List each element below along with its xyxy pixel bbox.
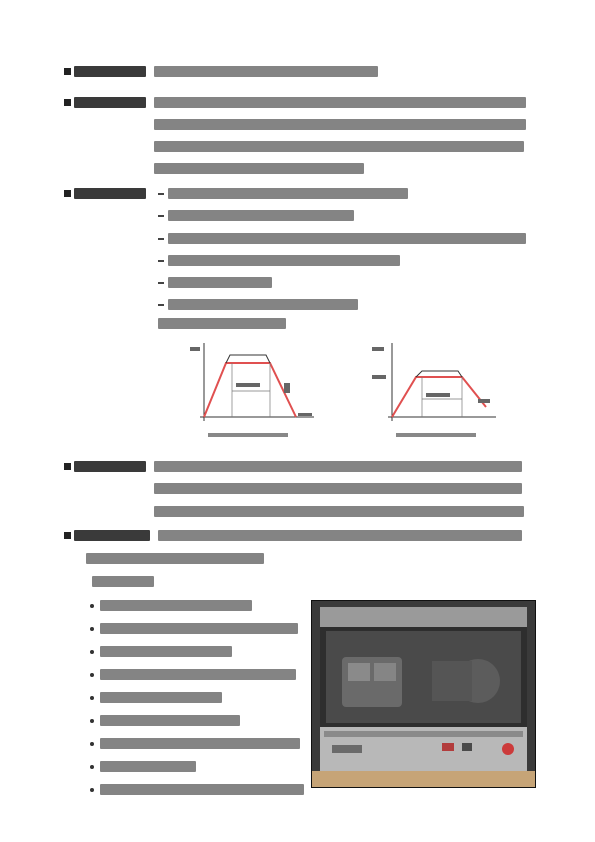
graph-caption — [396, 433, 476, 437]
list-item — [100, 692, 222, 703]
text-line — [168, 255, 400, 266]
list-item — [100, 600, 252, 611]
list-item — [100, 623, 298, 634]
text-line — [168, 233, 526, 244]
text-line — [92, 576, 154, 587]
section-2-text — [154, 97, 526, 108]
dash-bullet — [158, 282, 164, 284]
dash-bullet — [158, 215, 164, 217]
list-item — [100, 646, 232, 657]
text-line — [154, 141, 524, 152]
list-bullet — [90, 604, 94, 608]
text-line — [154, 506, 524, 517]
section-3-text — [168, 188, 408, 199]
list-item — [100, 669, 296, 680]
dash-bullet — [158, 304, 164, 306]
list-bullet — [90, 650, 94, 654]
text-line — [158, 318, 286, 329]
list-bullet — [90, 627, 94, 631]
section-4-text — [154, 461, 522, 472]
text-line — [154, 119, 526, 130]
list-bullet — [90, 696, 94, 700]
graph-caption — [208, 433, 288, 437]
list-bullet — [90, 742, 94, 746]
dash-bullet — [158, 260, 164, 262]
section-2-label — [74, 97, 146, 108]
curve-graph-right — [366, 337, 506, 447]
section-3-label — [74, 188, 146, 199]
list-bullet — [90, 719, 94, 723]
text-line — [168, 210, 354, 221]
list-item — [100, 784, 304, 795]
dash-bullet — [158, 238, 164, 240]
bullet-square — [64, 99, 71, 106]
section-5-label — [74, 530, 150, 541]
dash-bullet — [158, 193, 164, 195]
text-line — [168, 299, 358, 310]
list-item — [100, 761, 196, 772]
list-item — [100, 715, 240, 726]
section-4-label — [74, 461, 146, 472]
bullet-square — [64, 463, 71, 470]
list-bullet — [90, 788, 94, 792]
section-1-text — [154, 66, 378, 77]
text-line — [154, 483, 522, 494]
text-line — [86, 553, 264, 564]
bullet-square — [64, 190, 71, 197]
curve-graph-left — [186, 337, 326, 447]
text-line — [168, 277, 272, 288]
equipment-photo — [311, 600, 536, 788]
bullet-square — [64, 532, 71, 539]
list-bullet — [90, 765, 94, 769]
section-1-label — [74, 66, 146, 77]
list-bullet — [90, 673, 94, 677]
list-item — [100, 738, 300, 749]
bullet-square — [64, 68, 71, 75]
text-line — [154, 163, 364, 174]
section-5-text — [158, 530, 522, 541]
